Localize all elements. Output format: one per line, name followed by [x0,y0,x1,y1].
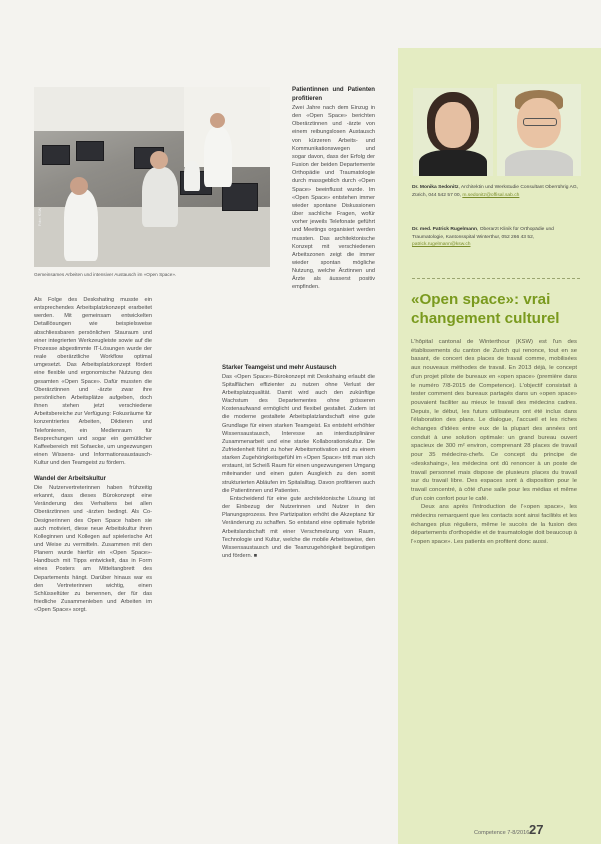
section-heading: Patientinnen und Patienten profitieren [292,86,375,102]
bio-phone: 052 266 43 52, [501,234,535,240]
bio-phone: 044 542 57 00, [428,192,461,198]
section-heading: Starker Teamgeist und mehr Austausch [222,364,337,371]
bio-patrick: Dr. med. Patrick Rugelmann, Oberarzt Klinik für Orthopädie und Traumatologie, Kantonsspital Winterthur, 052 266 43 52, patrick.rugelmann@ksw.ch [412,227,554,248]
body-paragraph: Das «Open Space»-Bürokonzept mit Deskshaing erlaubt die Spitalflächen effizienter zu nutzen ohne Verlust der Arbeitsplatzqualität. Damit wird auch den zukünftige Wachstum des Departementes ohne grösseren Kostenaufwand ermöglicht und flexibel gestaltet. Zudem ist die moderne gestaltete Arbeitsplatzlandschaft eine gute Grundlage für einen starken Teamgeist. Es entsteht erhöhter Wissensaustausch, Interesse an interdisziplinärer Zusammenarbeit und eine starke Kollaborationskultur. Die Zufriedenheit führt zu hoher Arbeitsmotivation und zu einem starken Zugehörigkeitsgefühl im «Open Space» tritt man sich erstaunt, ist Scheiß Raum für einen ungezwungenen Umgang miteinander und einen guten Ausgleich zu den somit strukturierten Abläufen im Spitalalltag. Davon profitieren auch die Patientinnen und Patienten. [222,373,375,494]
bio-monika: Dr. Monika Sedonitz, Architektin und Werkstudie Consultant Oberrührig AG, Zürich, 044 542 57 00, m.sedonitz@offisal.sab.ch [412,185,578,198]
body-paragraph: Die Nutzervertreterinnen haben frühzeitig erkannt, dass dieses Bürokonzept eine Veränderung des Verhaltens bei allen Oberärztinnen und -ärzten bedingt. Als Co-Designerinnen des Open Space haben sie auch motiviert, diese neue Arbeitskultur ihren Kolleginnen und Kollegen auf spielerische Art und Weise zu vermitteln. Zusammen mit den Planern wurde hierfür ein «Open Space»-Handbuch mit Tipps entwickelt, das in Form eines Posters am Mitteltangbrett des Departements hängt. Darüber hinaus war es den Vertreterinnen wichtig, einen Schlüsseltüter zu benennen, der für das friedliche Zusammenleben und Arbeiten im «Open Space» sorgt. [34,484,152,614]
body-paragraph: Zwei Jahre nach dem Einzug in den «Open Space» berichten Oberärztinnen und -ärzte von einem reibungslosen Austausch von kürzeren Arbeits- und Kommunikationswegen und sogar davon, dass der Erfolg der Fusion der beiden Departemente Orthopädie und Traumatologie durch massgeblich durch «Open Space» beeinflusst wurde. Im «Open Space» entstehen immer wieder spontane Diskussionen über sachliche Fragen, wofür vorher jeweils Telefonate geführt und Meetings organisiert werden mussten. Das architektonische Konzept mit verschiedenen Arbeitszonen zeigt die immer wieder spontan mögliche Nutzung, welche Ärztinnen und Ärzte als äusserst positiv empfinden. [292,105,375,291]
column-mid-narrow [292,104,375,298]
sidebar-paragraph: Deux ans après l'introduction de l'«open space», les médecins remarquent que les contacts sont ainsi facilités et les échanges plus réguliers, même le succès de la fusion des départements d'orthopédie et de traumatologie doit beaucoup à l'«open space». Les patients en profitent donc aussi. [411,504,577,546]
portrait-man [497,84,581,176]
email-link[interactable]: m.sedonitz@offisal.sab.ch [462,192,520,198]
section-heading: Wandel der Arbeitskultur [34,475,107,483]
bio-name: Dr. med. Patrick Rugelmann [412,227,477,232]
column-mid [222,296,375,560]
sidebar-divider [412,278,580,279]
photo-credit: Foto: KSW [38,207,42,226]
column-mid-top [292,86,375,103]
sidebar-title: «Open space»: vrai changement culturel [411,291,560,327]
email-link[interactable]: patrick.rugelmann@ksw.ch [412,242,471,248]
magazine-issue: Competence 7-8/2016 [474,830,530,836]
portrait-woman [413,88,493,176]
body-paragraph: Als Folge des Deskshating musste ein entsprechendes Arbeitsplatzkonzept erarbeitet werden. Mit gemeinsam entwickelten Detaillösungen wie beispielsweise abschliessbaren persönlichen Stauraum und einer integrierten Werkzeugleiste sowie auf die Prozesse abgestimmte IT-Lösungen wurde der reale oberärztliche Workflow optimal umgesetzt. Das Arbeitsplatzkonzept fördert eine flexible und ergonomische Nutzung des gesamten «Open Space». Dafür mussten die Oberärztinnen und -ärzte zwar ihre persönlichen Arbeitsplätze aufgeben, doch ihnen stehen jetzt verschiedene Arbeitsbereiche zur Verfügung: Fokusräume für konzentriertes Arbeiten, Diktieren und Telefonieren, ein Medienraum für Besprechungen und sogar ein gemütlicher Kaffeebereich mit Sofaecke, um ungezwungen einen Wissens- und Informationsaustausch-Kultur und den Teamgeist zu fördern. [34,297,152,467]
bio-role: Architektin und Werkstudie Consultant Oberrührig AG, Zürich [412,185,578,198]
page-number: 27 [529,822,544,837]
sidebar-text [411,338,577,547]
office-photo [34,87,270,267]
photo-caption: Gemeinsames Arbeiten und intensiver Austausch im «Open Space». [34,272,177,277]
sidebar-paragraph: L'hôpital cantonal de Winterthour (KSW) est l'un des établissements du canton de Zurich qui renonce, tout en se basant, de concert des places de travail comme, mobilisées aux nouveaux méthodes de travail. En 2013 déjà, le concept d'un projet pilote de bureaux en «open space» (première dans le numéro 7/8-2015 de Competence). L'objectif consistait à tester comment des bureaux partagés dans un «open space» pouvaient faciliter au mieux le travail des médecins cadres. Depuis, le début, les futurs utilisateurs ont été inclus dans l'élaboration des plans. Le dialogue, l'accueil et les riches échanges d'idées entre eux de la plupart des années ont conduit à une solution optimale: un grand bureau ouvert spacieux de 300 m² environ, comprenant 28 places de travail pour 35 médecins-chefs. Ce concept du principe de «deskshaing», les médecins ont dû renoncer à un poste de travail personnel mais dispose de plusieurs places du travail sur du travail libre. Des espaces sont à disposition pour le travail concentré, à côté d'une salle pour les médias et même d'un coin confort pour le café. [411,339,577,502]
bio-name: Dr. Monika Sedonitz [412,185,459,190]
bio-role: Oberarzt Klinik für Orthopädie und Traumatologie, Kantonsspital Winterthur, [412,227,554,240]
column-left [34,296,152,614]
body-paragraph: Entscheidend für eine gute architektonische Lösung ist der Einbezug der Nutzerinnen und Nutzer in den Planungsprozess. Ihre Partizipation erhöht die Akzeptanz für Veränderung zu schaffen. So entstand eine optimale hybride Arbeitslandschaft mit einer Verschmelzung von Raum, Technologie und Kultur, welche die mobile Arbeitsweise, den Wissensaustausch und die Teamzugehörigkeit begünstigen und fördern. ■ [222,495,375,560]
